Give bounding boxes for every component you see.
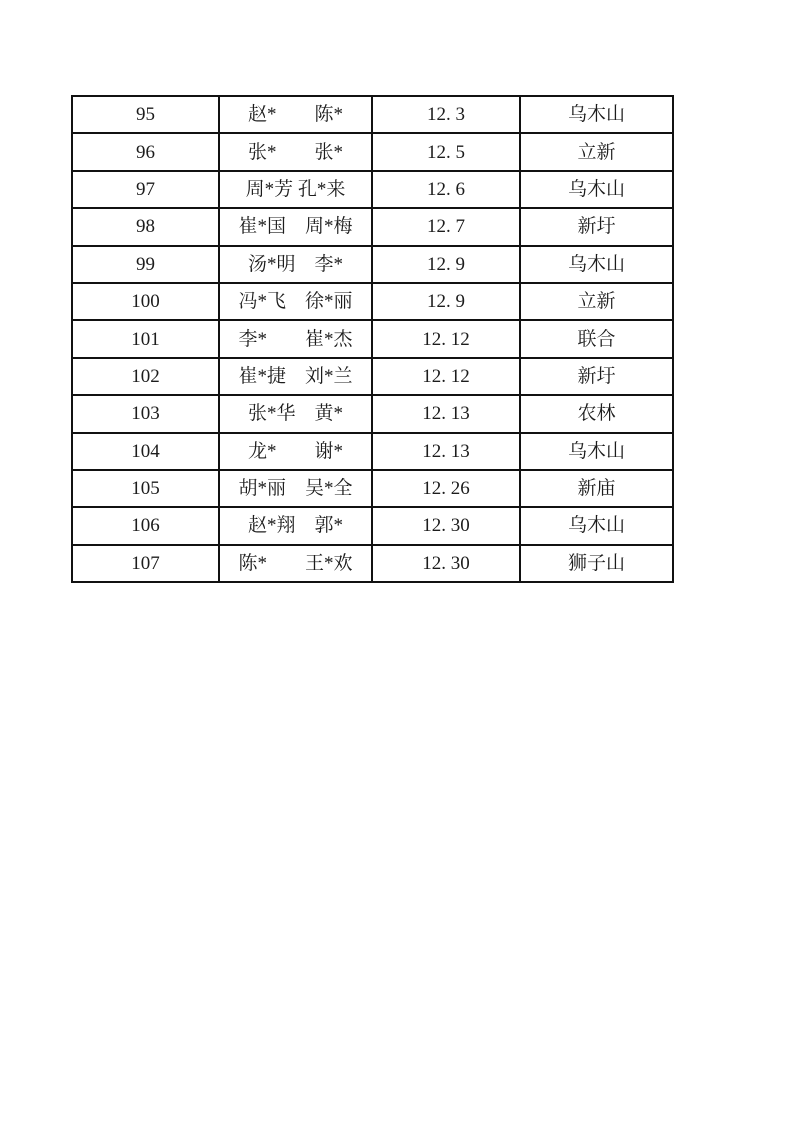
cell-date: 12. 30 [372, 545, 520, 582]
cell-village: 立新 [520, 283, 673, 320]
cell-record-number: 102 [72, 358, 219, 395]
cell-village: 乌木山 [520, 96, 673, 133]
cell-names: 赵*翔 郭* [219, 507, 372, 544]
cell-record-number: 99 [72, 246, 219, 283]
table-row [72, 545, 673, 582]
cell-names: 张*华 黄* [219, 395, 372, 432]
table-row [72, 133, 673, 170]
cell-date: 12. 6 [372, 171, 520, 208]
cell-names: 龙* 谢* [219, 433, 372, 470]
cell-date: 12. 30 [372, 507, 520, 544]
records-table [71, 95, 674, 583]
cell-village: 新庙 [520, 470, 673, 507]
cell-date: 12. 12 [372, 320, 520, 357]
cell-record-number: 107 [72, 545, 219, 582]
cell-date: 12. 13 [372, 433, 520, 470]
cell-record-number: 101 [72, 320, 219, 357]
cell-date: 12. 9 [372, 283, 520, 320]
table-row [72, 283, 673, 320]
cell-date: 12. 12 [372, 358, 520, 395]
cell-date: 12. 5 [372, 133, 520, 170]
cell-village: 乌木山 [520, 507, 673, 544]
cell-names: 张* 张* [219, 133, 372, 170]
cell-village: 乌木山 [520, 246, 673, 283]
cell-record-number: 98 [72, 208, 219, 245]
cell-names: 汤*明 李* [219, 246, 372, 283]
cell-village: 联合 [520, 320, 673, 357]
cell-date: 12. 7 [372, 208, 520, 245]
cell-village: 新圩 [520, 358, 673, 395]
cell-names: 李* 崔*杰 [219, 320, 372, 357]
cell-village: 乌木山 [520, 171, 673, 208]
cell-names: 崔*捷 刘*兰 [219, 358, 372, 395]
table-container [71, 95, 674, 583]
cell-names: 赵* 陈* [219, 96, 372, 133]
cell-names: 冯*飞 徐*丽 [219, 283, 372, 320]
cell-record-number: 96 [72, 133, 219, 170]
cell-record-number: 100 [72, 283, 219, 320]
cell-date: 12. 26 [372, 470, 520, 507]
cell-date: 12. 13 [372, 395, 520, 432]
cell-record-number: 97 [72, 171, 219, 208]
table-row [72, 96, 673, 133]
cell-village: 狮子山 [520, 545, 673, 582]
table-row [72, 433, 673, 470]
table-row [72, 470, 673, 507]
table-row [72, 507, 673, 544]
cell-names: 胡*丽 吴*全 [219, 470, 372, 507]
cell-names: 崔*国 周*梅 [219, 208, 372, 245]
cell-record-number: 95 [72, 96, 219, 133]
cell-names: 周*芳 孔*来 [219, 171, 372, 208]
table-row [72, 358, 673, 395]
cell-record-number: 105 [72, 470, 219, 507]
table-row [72, 171, 673, 208]
table-body [72, 96, 673, 582]
cell-village: 立新 [520, 133, 673, 170]
table-row [72, 246, 673, 283]
cell-village: 农林 [520, 395, 673, 432]
cell-village: 新圩 [520, 208, 673, 245]
table-row [72, 320, 673, 357]
table-row [72, 395, 673, 432]
cell-record-number: 106 [72, 507, 219, 544]
table-row [72, 208, 673, 245]
cell-date: 12. 3 [372, 96, 520, 133]
cell-record-number: 104 [72, 433, 219, 470]
cell-village: 乌木山 [520, 433, 673, 470]
cell-record-number: 103 [72, 395, 219, 432]
cell-names: 陈* 王*欢 [219, 545, 372, 582]
cell-date: 12. 9 [372, 246, 520, 283]
